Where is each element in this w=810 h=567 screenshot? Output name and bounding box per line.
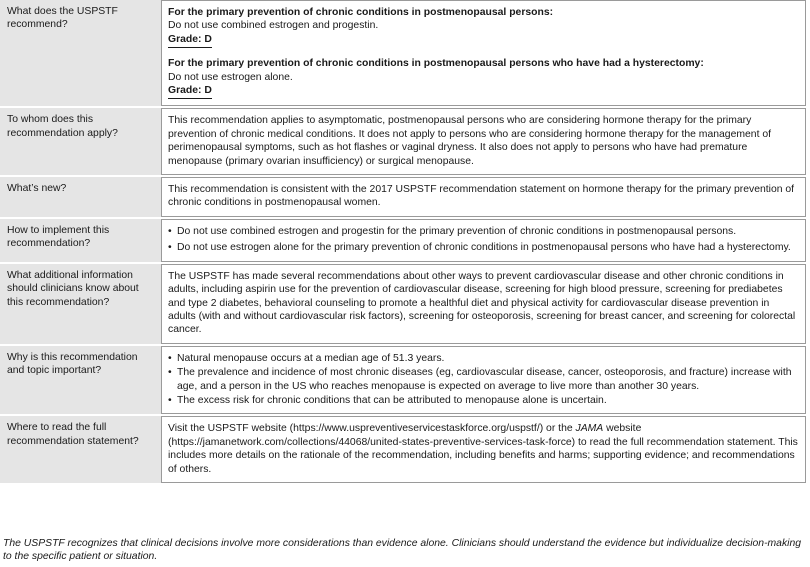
recommendation-heading: For the primary prevention of chronic conditions in postmenopausal persons who have had a hysterectomy: <box>168 58 704 70</box>
row-answer <box>161 346 806 415</box>
list-item: • Natural menopause occurs at a median age of 51.3 years. <box>168 352 799 365</box>
row-answer <box>161 416 806 483</box>
row-question: What does the USPSTF recommend? <box>0 0 161 106</box>
row-question: How to implement this recommendation? <box>0 219 161 262</box>
statement-text-before: Visit the USPSTF website (https://www.uspreventiveservicestaskforce.org/uspstf/) or the <box>168 423 576 435</box>
row-question: What additional information should clinicians know about this recommendation? <box>0 264 161 344</box>
row-answer: The USPSTF has made several recommendations about other ways to prevent cardiovascular disease and other chronic conditions in adults, including aspirin use for the prevention of cardiovascular disease, screening for high blood pressure, screening for prediabetes and type 2 diabetes, behavioral counseling to promote a healthful diet and physical activity for cardiovascular disease prevention in adults (with and without cardiovascular risk factors), screening for osteoporosis, screening for breast cancer, and screening for colorectal cancer. <box>161 264 806 344</box>
recommendation-heading: For the primary prevention of chronic conditions in postmenopausal persons: <box>168 7 554 18</box>
row-answer <box>161 0 806 106</box>
grade-label: Grade: D <box>168 33 212 48</box>
recommendation-block <box>168 6 799 48</box>
row-answer: This recommendation applies to asymptomatic, postmenopausal persons who are considering hormone therapy for the primary prevention of chronic medical conditions. It does not apply to persons who are considering hormone therapy for the management of perimenopausal symptoms, such as hot flashes or vaginal dryness. It also does not apply to persons who have had premature menopause (primary ovarian insufficiency) or surgical menopause. <box>161 108 806 175</box>
table-row-full-statement <box>0 416 806 483</box>
recommendation-block <box>168 57 799 99</box>
table-row-implementation <box>0 219 806 262</box>
statement-text-after: website (https://jamanetwork.com/collections/44068/united-states-preventive-services-task-force) to read the full recommendation statement. This includes more details on the rationale of the recommendation, including benefits and harms; supporting evidence; and recommendations of others. <box>168 423 798 475</box>
row-question: To whom does this recommendation apply? <box>0 108 161 175</box>
bullet-list <box>168 352 799 408</box>
table-row-whats-new <box>0 177 806 217</box>
row-question: What’s new? <box>0 177 161 217</box>
table-row-population <box>0 108 806 175</box>
table-row-importance <box>0 346 806 415</box>
row-question: Why is this recommendation and topic important? <box>0 346 161 415</box>
list-item: • Do not use combined estrogen and progestin for the primary prevention of chronic conditions in postmenopausal persons. <box>168 225 799 238</box>
journal-name: JAMA <box>575 423 604 435</box>
table-row-additional-info <box>0 264 806 344</box>
list-item: • The excess risk for chronic conditions that can be attributed to menopause alone is uncertain. <box>168 394 799 407</box>
list-item: • The prevalence and incidence of most chronic diseases (eg, cardiovascular disease, cancer, osteoporosis, and fracture) increase with age, and a person in the US who reaches menopause is expected on average to live more than another 30 years. <box>168 366 799 393</box>
row-answer <box>161 219 806 262</box>
footnote: The USPSTF recognizes that clinical decisions involve more considerations than evidence alone. Clinicians should understand the evidence but individualize decision-making to the specific patient or situation. <box>3 538 802 563</box>
grade-label: Grade: D <box>168 84 212 99</box>
table-row-recommendation <box>0 0 806 106</box>
list-item: • Do not use estrogen alone for the primary prevention of chronic conditions in postmenopausal persons who have had a hysterectomy. <box>168 241 799 254</box>
row-answer: This recommendation is consistent with the 2017 USPSTF recommendation statement on hormone therapy for the primary prevention of chronic conditions in postmenopausal women. <box>161 177 806 217</box>
row-question: Where to read the full recommendation statement? <box>0 416 161 483</box>
recommendation-text: Do not use combined estrogen and progestin. <box>168 20 379 32</box>
recommendation-text: Do not use estrogen alone. <box>168 71 293 83</box>
bullet-list <box>168 225 799 255</box>
